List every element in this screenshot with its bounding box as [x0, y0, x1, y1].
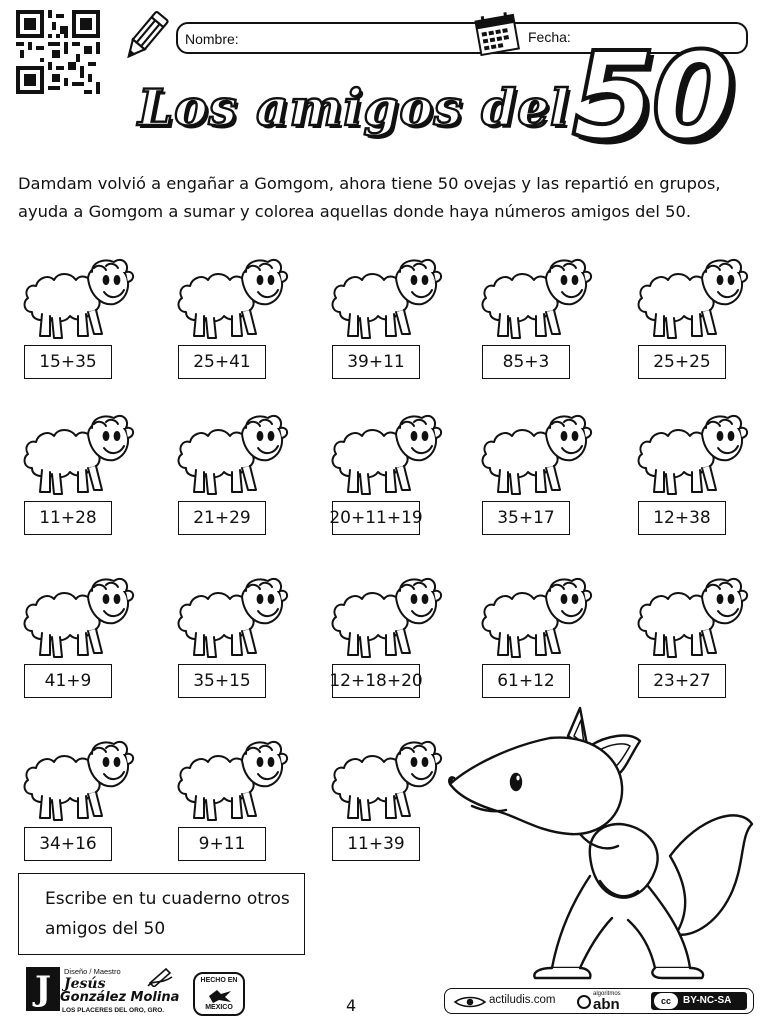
sheep-icon[interactable] [476, 404, 596, 504]
abn-small-text: algoritmos [593, 991, 621, 997]
abn-drop-icon [577, 995, 591, 1009]
page-title: Los amigos del [138, 78, 570, 137]
hecho-en-mexico-seal [193, 972, 245, 1016]
sum-box: 35+17 [482, 501, 570, 535]
footer-credits-bar [444, 988, 754, 1014]
sum-box: 85+3 [482, 345, 570, 379]
sheep-card [632, 567, 762, 707]
sheep-card [172, 567, 302, 707]
sheep-icon[interactable] [476, 248, 596, 348]
sheep-icon[interactable] [18, 248, 138, 348]
sum-box: 20+11+19 [332, 501, 420, 535]
author-last-name: González Molina [60, 990, 180, 1005]
license-badge [651, 992, 747, 1010]
sheep-icon[interactable] [18, 567, 138, 667]
seal-bottom-text: MEXICO [205, 1004, 233, 1011]
author-initial: J [26, 967, 60, 1011]
sheep-card [476, 404, 606, 544]
sum-box: 11+39 [332, 827, 420, 861]
sum-box: 23+27 [638, 664, 726, 698]
sheep-icon[interactable] [632, 567, 752, 667]
sheep-icon[interactable] [632, 404, 752, 504]
sheep-icon[interactable] [18, 404, 138, 504]
wolf-illustration [440, 706, 760, 981]
cc-icon: cc [654, 993, 678, 1009]
eagle-icon [207, 988, 233, 1004]
sum-box: 11+28 [24, 501, 112, 535]
sum-box: 39+11 [332, 345, 420, 379]
sheep-card [18, 404, 148, 544]
sum-box: 34+16 [24, 827, 112, 861]
sheep-icon[interactable] [326, 730, 446, 830]
author-place: LOS PLACERES DEL ORO, GRO. [62, 1007, 165, 1014]
sum-box: 12+18+20 [332, 664, 420, 698]
actiludis-link[interactable]: actiludis.com [489, 994, 556, 1006]
title-number: 50 [572, 28, 731, 167]
sheep-card [172, 404, 302, 544]
sheep-card [172, 730, 302, 870]
sum-box: 61+12 [482, 664, 570, 698]
sheep-icon[interactable] [326, 248, 446, 348]
sheep-card [632, 404, 762, 544]
pen-icon [146, 965, 174, 987]
sheep-card [18, 248, 148, 388]
sheep-icon[interactable] [326, 567, 446, 667]
instructions-text: Damdam volvió a engañar a Gomgom, ahora tiene 50 ovejas y las repartió en grupos, ayuda a Gomgom a sumar y colorea aquellas donde haya números amigos del 50. [18, 174, 721, 221]
sum-box: 9+11 [178, 827, 266, 861]
sheep-card [476, 248, 606, 388]
author-role: Diseño / Maestro [64, 967, 121, 976]
sum-box: 12+38 [638, 501, 726, 535]
author-logo [26, 965, 180, 1015]
sheep-icon[interactable] [172, 567, 292, 667]
author-first-name: Jesús [64, 976, 106, 992]
sheep-icon[interactable] [632, 248, 752, 348]
sheep-icon[interactable] [172, 730, 292, 830]
date-label: Fecha: [528, 29, 571, 45]
sheep-icon[interactable] [326, 404, 446, 504]
sheep-card [18, 567, 148, 707]
seal-top-text: HECHO EN [200, 977, 238, 984]
sum-box: 25+41 [178, 345, 266, 379]
sheep-card [326, 248, 456, 388]
sheep-card [476, 567, 606, 707]
notebook-prompt-box: Escribe en tu cuaderno otros amigos del 50 [18, 873, 305, 955]
sheep-icon[interactable] [172, 404, 292, 504]
sum-box: 35+15 [178, 664, 266, 698]
sheep-card [172, 248, 302, 388]
sheep-icon[interactable] [18, 730, 138, 830]
sum-box: 25+25 [638, 345, 726, 379]
sum-box: 21+29 [178, 501, 266, 535]
page-number: 4 [346, 996, 357, 1015]
license-text: BY-NC-SA [683, 995, 732, 1006]
sheep-card [18, 730, 148, 870]
name-label: Nombre: [185, 31, 239, 47]
abn-logo [575, 991, 645, 1013]
sheep-card [326, 567, 456, 707]
sheep-card [632, 248, 762, 388]
actiludis-eye-icon [453, 996, 487, 1008]
sum-box: 15+35 [24, 345, 112, 379]
sum-box: 41+9 [24, 664, 112, 698]
sheep-icon[interactable] [476, 567, 596, 667]
sheep-icon[interactable] [172, 248, 292, 348]
sheep-card [326, 404, 456, 544]
abn-text: abn [593, 996, 620, 1013]
sheep-card [326, 730, 456, 870]
